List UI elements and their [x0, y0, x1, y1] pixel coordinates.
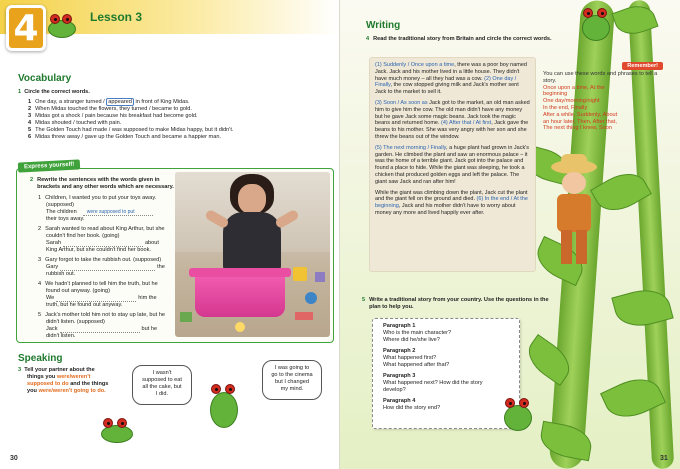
remember-tag: Remember! — [622, 62, 663, 70]
photo-messy-room — [175, 172, 330, 337]
exercise-item: 3 Gary forgot to take the rubbish out. (supposed) Gary the rubbish out. — [38, 257, 165, 277]
word-choice[interactable]: (4) After that / At first — [441, 120, 492, 127]
word-option[interactable]: had made — [82, 127, 108, 133]
word-option[interactable]: gave up — [84, 134, 105, 140]
frog-character-icon — [575, 5, 617, 45]
exercise-item: 2 When Midas touched the flowers, they turned / became to gold. — [28, 106, 192, 112]
exercise-2 — [30, 177, 175, 343]
story-text: Jack got to the market, an old man asked him to give him the cow. The old man didn't have any money but he gave Jack some magic beans. Jack took the magic beans and returned home. — [375, 99, 530, 127]
exercise-4 — [366, 36, 556, 43]
phrase-line: an hour later, Then, After that, — [543, 118, 617, 125]
page-number: 30 — [10, 455, 18, 462]
word-choice[interactable]: (1) Suddenly / Once upon a time — [375, 62, 455, 68]
exercise-item: 6 Midas threw away / gave up the Golden Touch and became a happier man. — [28, 134, 221, 140]
exercise-instruction: Rewrite the sentences with the words given in brackets and any other words which are necessary. — [37, 177, 174, 190]
speech-bubble-1: I wasn't supposed to eat all the cake, but I did. — [132, 365, 192, 405]
frog-illustration-icon — [44, 12, 80, 40]
word-choice[interactable]: (2) One day / Finally — [375, 75, 517, 89]
frog-character-icon — [200, 380, 250, 435]
word-choice[interactable]: (3) Soon / As soon as — [375, 99, 428, 106]
exercise-item: 3 Midas got a shock / pain because his breakfast had become gold. — [28, 113, 198, 119]
word-option[interactable]: threw away — [51, 134, 80, 140]
frog-character-icon — [95, 415, 139, 445]
phrase-line: After a while, Suddenly, About — [543, 111, 618, 118]
lesson-title: Lesson 3 — [90, 10, 143, 24]
story-paragraph — [375, 62, 530, 96]
word-option[interactable]: shouted — [51, 120, 72, 126]
lesson-number-badge: 4 — [6, 5, 46, 51]
word-choice[interactable]: (5) The next morning / Finally — [375, 144, 447, 151]
exercise-item: 1 Children, I wanted you to put your toys away. (supposed) The children were supposed to put their toys away. — [38, 195, 157, 222]
story-text: While the giant was climbing down the plant, Jack cut the plant and the giant fell on the ground and died. — [375, 189, 528, 203]
exercise-3: 3 Tell your partner about the things you were/weren't supposed to do and the things you were/weren't going to do. — [18, 367, 109, 394]
story-text: , the cow stopped giving milk and Jack's mother sent Jack to the market to sell it. — [375, 82, 519, 96]
plan-paragraph: Paragraph 3 What happened next? How did the story develop? — [383, 373, 483, 393]
exercise-item: 2 Sarah wanted to read about King Arthur, but she couldn't find her book. (going) Sarah about King Arthur, but she couldn't find her book. — [38, 226, 165, 253]
phrase-line: One day/morning/night — [543, 98, 600, 105]
answer-line[interactable] — [83, 210, 153, 216]
word-option[interactable]: shock — [65, 113, 81, 119]
exercise-number: 1 — [18, 89, 22, 95]
vocabulary-heading: Vocabulary — [18, 73, 72, 84]
speech-bubble-2: I was going to go to the cinema but I changed my mind. — [262, 360, 322, 400]
story-text: , Jack and his mother didn't have to worry about money any more and lived happily ever after. — [375, 203, 516, 216]
phrase-line: In the end, Finally — [543, 104, 588, 111]
word-choice[interactable]: (6) In the end / At the beginning — [375, 196, 528, 210]
exercise-instruction: Read the traditional story from Britain and circle the correct words. — [373, 36, 552, 42]
farmer-illustration — [545, 160, 605, 270]
word-option[interactable]: became — [152, 106, 172, 112]
exercise-number: 4 — [366, 36, 370, 42]
phrase-line: Once upon a time, At the — [543, 84, 605, 91]
exercise-number: 3 — [18, 367, 22, 373]
exercise-5 — [362, 297, 558, 311]
remember-box — [543, 62, 663, 174]
exercise-instruction: Write a traditional story from your country. Use the questions in the plan to help you. — [369, 297, 549, 310]
word-option[interactable]: pain — [84, 113, 96, 119]
story-paragraph — [375, 190, 530, 217]
word-option[interactable]: turned — [131, 106, 148, 112]
express-yourself-tab: Express yourself! — [18, 159, 81, 172]
exercise-item: 4 Midas shouted / touched with pain. — [28, 120, 122, 126]
exercise-item: 5 Jack's mother told him not to stay up late, but he didn't listen. (supposed) Jack but he didn't listen. — [38, 312, 165, 339]
exercise-number: 5 — [362, 297, 366, 303]
remember-intro: You can use these words and phrases to tell a story. — [543, 71, 658, 84]
plan-paragraph: Paragraph 2 What happened first? What happened after that? — [383, 348, 450, 368]
story-text: , there was a poor boy named Jack. Jack and his mother lived in a little house. They didn't have much money – all they had was a cow. — [375, 62, 527, 82]
exercise-instruction: Circle the correct words. — [24, 89, 90, 95]
plan-paragraph: Paragraph 1 Who is the main character? Where did he/she live? — [383, 323, 452, 343]
speaking-heading: Speaking — [18, 353, 63, 364]
frog-with-pencil-icon — [498, 395, 538, 435]
word-option[interactable]: appeared — [108, 99, 132, 105]
story-text: , Jack gave the beans to his mother. She was very angry with her son and she threw the beans out of the window. — [375, 120, 529, 140]
page-number: 31 — [660, 455, 668, 462]
sample-answer: were supposed to put — [86, 209, 135, 215]
word-option[interactable]: was supposed to make — [111, 127, 170, 133]
exercise-item: 4 We hadn't planned to tell him the truth, but he found out anyway. (going) We him the truth, but he found out anyway. — [38, 281, 158, 308]
writing-heading: Writing — [366, 20, 401, 31]
story-paragraph — [375, 100, 530, 141]
exercise-item: 5 The Golden Touch had made / was supposed to make Midas happy, but it didn't. — [28, 127, 234, 133]
story-text: , a huge plant had grown in Jack's garden. He climbed the plant and saw an enormous palace – it was the home of a terrible giant. Jack got into the palace and found a place to hide. While the giant was sleeping, he took a chicken that produced golden eggs and left the palace. The giant saw Jack and ran after him! — [375, 144, 530, 185]
exercise-1 — [18, 89, 328, 141]
story-text-box — [370, 58, 535, 271]
word-option[interactable]: turned — [85, 99, 102, 105]
exercise-item: 1 One day, a stranger turned / appeared in front of King Midas. — [28, 99, 190, 105]
phrase-line: The next thing I knew, Soon — [543, 125, 613, 132]
phrase-line: beginning — [543, 91, 568, 98]
plan-paragraph: Paragraph 4 How did the story end? — [383, 398, 441, 411]
word-option[interactable]: touched — [76, 120, 97, 126]
exercise-number: 2 — [30, 177, 34, 183]
story-paragraph — [375, 145, 530, 186]
